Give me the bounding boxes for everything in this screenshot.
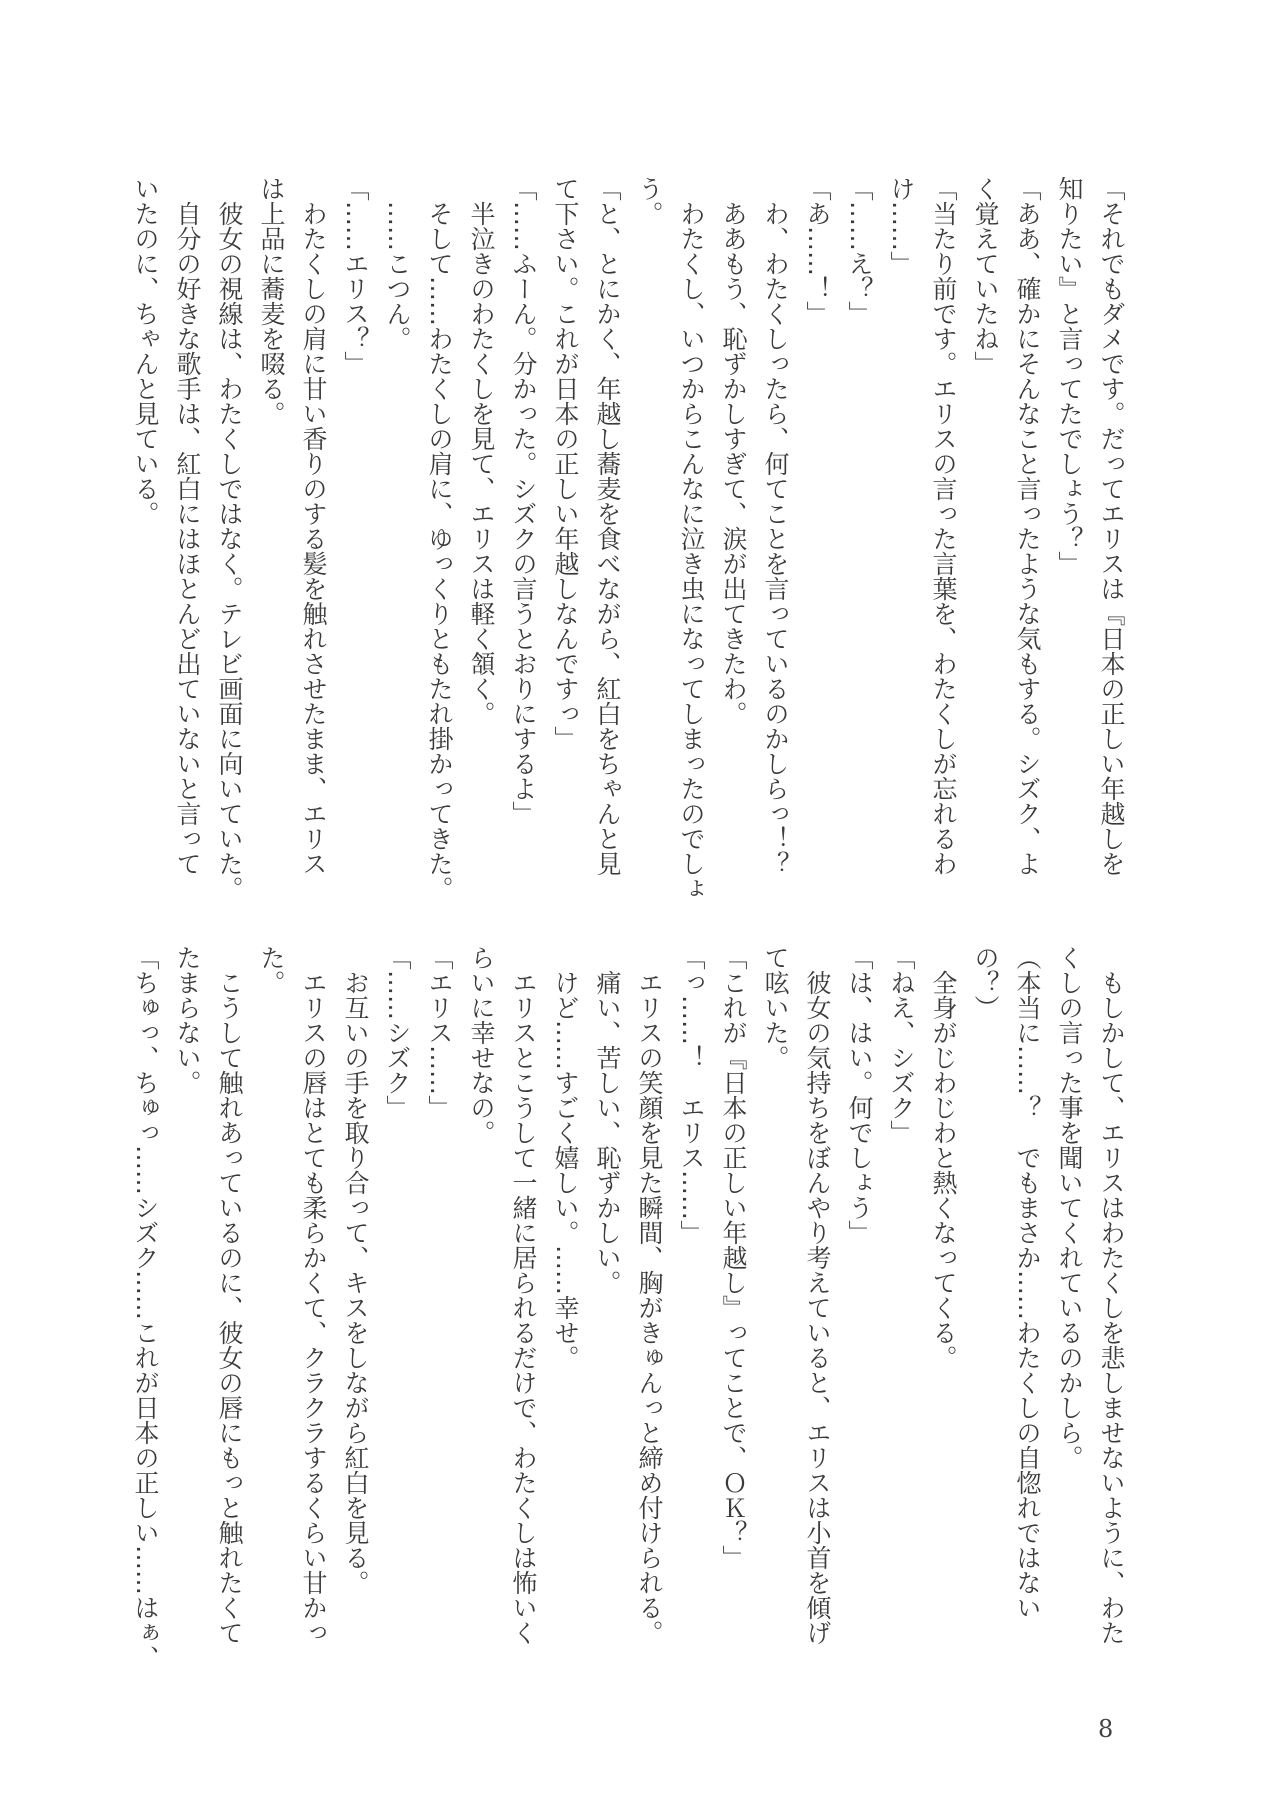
text-column: 自分の好きな歌手は、紅白にはほとんど出ていないと言って [173, 176, 202, 876]
text-column: 「エリス……」 [425, 945, 454, 1120]
text-column: け……」 [887, 176, 916, 276]
text-column: 「ああ、確かにそんなこと言ったような気もする。シズク、よ [1013, 176, 1042, 876]
text-column: 「と、とにかく、年越し蕎麦を食べながら、紅白をちゃんと見 [593, 176, 622, 876]
text-column: お互いの手を取り合って、キスをしながら紅白を見る。 [341, 945, 370, 1595]
text-column: て呟いた。 [761, 945, 790, 1070]
text-column: 「っ……！ エリス……」 [677, 945, 706, 1245]
text-column: う。 [635, 176, 664, 226]
text-column: 痛い、苦しい、恥ずかしい。 [593, 945, 622, 1295]
text-column: 「ちゅっ、ちゅっ……シズク……これが日本の正しい……はぁ、 [131, 945, 160, 1670]
text-column: もしかして、エリスはわたくしを悲しませないように、わた [1097, 945, 1126, 1645]
text-column: エリスの唇はとても柔らかくて、クラクラするくらい甘かっ [299, 945, 328, 1645]
lower-text-block [124, 945, 1132, 1705]
text-column: 「は、はい。何でしょう」 [845, 945, 874, 1245]
text-column: 「……エリス？」 [341, 176, 370, 376]
text-column: 「……え？」 [845, 176, 874, 326]
text-column: 彼女の視線は、わたくしではなく。テレビ画面に向いていた。 [215, 176, 244, 901]
text-column: 「それでもダメです。だってエリスは『日本の正しい年越しを [1097, 176, 1126, 876]
text-column: 「あ……！」 [803, 176, 832, 326]
text-column: て下さい。これが日本の正しい年越しなんですっ」 [551, 176, 580, 751]
upper-text-block [124, 176, 1132, 936]
text-column: た。 [257, 945, 286, 995]
text-column: らいに幸せなの。 [467, 945, 496, 1145]
text-column: たまらない。 [173, 945, 202, 1095]
text-column: 「これが『日本の正しい年越し』ってことで、ＯＫ？」 [719, 945, 748, 1570]
text-column: 「当たり前です。エリスの言った言葉を、わたくしが忘れるわ [929, 176, 958, 876]
text-column: エリスとこうして一緒に居られるだけで、わたくしは怖いく [509, 945, 538, 1645]
text-column: いたのに、ちゃんと見ている。 [131, 176, 160, 526]
text-column: そして……わたくしの肩に、ゆっくりともたれ掛かってきた。 [425, 176, 454, 901]
text-column: 半泣きのわたくしを見て、エリスは軽く頷く。 [467, 176, 496, 726]
text-column: 「……シズク」 [383, 945, 412, 1120]
text-column: わたくしの肩に甘い香りのする髪を触れさせたまま、エリス [299, 176, 328, 876]
text-column: 知りたい』と言ってたでしょう？」 [1055, 176, 1084, 576]
text-column: わたくし、いつからこんなに泣き虫になってしまったのでしょ [677, 176, 706, 901]
text-column: ……こつん。 [383, 176, 412, 351]
text-column: 全身がじわじわと熱くなってくる。 [929, 945, 958, 1370]
text-column: エリスの笑顔を見た瞬間、胸がきゅんっと締め付けられる。 [635, 945, 664, 1645]
text-column: 彼女の気持ちをぼんやり考えていると、エリスは小首を傾げ [803, 945, 832, 1645]
text-column: こうして触れあっているのに、彼女の唇にもっと触れたくて [215, 945, 244, 1645]
text-column: ああもう、恥ずかしすぎて、涙が出てきたわ。 [719, 176, 748, 726]
text-column: けど……すごく嬉しい。……幸せ。 [551, 945, 580, 1370]
text-column: 「……ふーん。分かった。シズクの言うとおりにするよ」 [509, 176, 538, 826]
text-column: は上品に蕎麦を啜る。 [257, 176, 286, 426]
page-number: 8 [1098, 1715, 1114, 1743]
text-column: わ、わたくしったら、何てことを言っているのかしらっ！？ [761, 176, 790, 876]
text-column: く覚えていたね」 [971, 176, 1000, 376]
text-column: の？） [971, 945, 1000, 1020]
text-column: （本当に……？ でもまさか……わたくしの自惚れではない [1013, 945, 1042, 1620]
text-column: くしの言った事を聞いてくれているのかしら。 [1055, 945, 1084, 1470]
text-column: 「ねえ、シズク」 [887, 945, 916, 1145]
